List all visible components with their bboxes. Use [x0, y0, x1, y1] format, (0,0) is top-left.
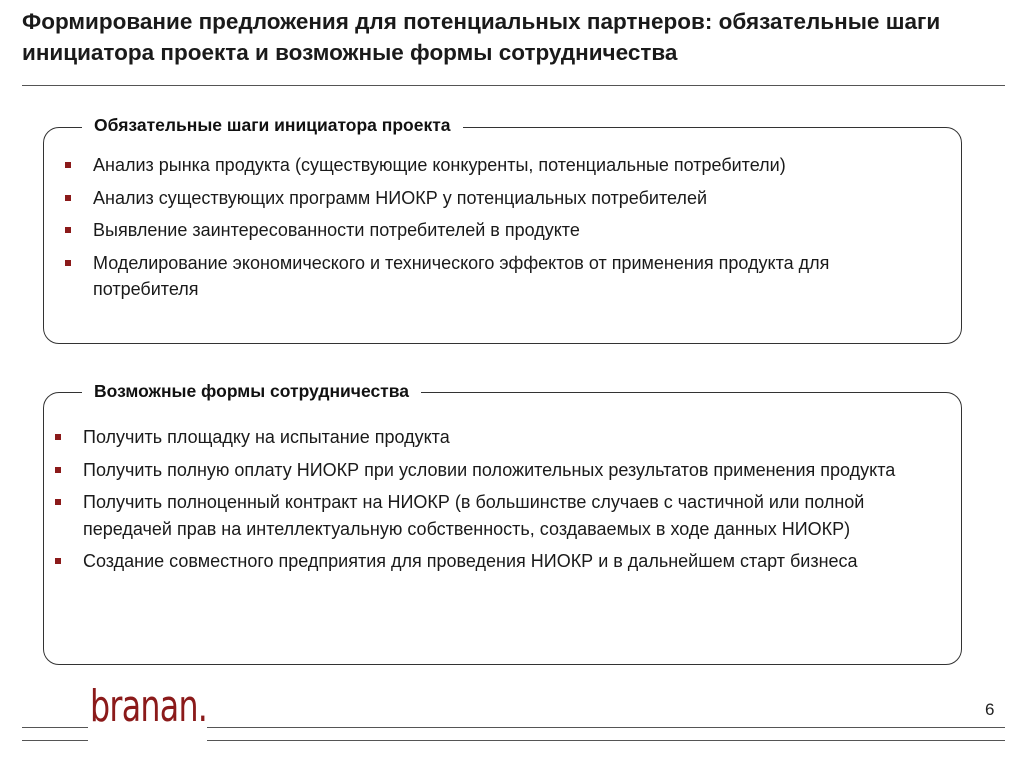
list-item-text: Получить площадку на испытание продукта [83, 427, 450, 447]
list-item [83, 548, 953, 575]
square-bullet-icon [55, 434, 61, 440]
branan-logo: branan. [90, 681, 208, 732]
list-item [93, 152, 913, 179]
list-item [83, 457, 953, 484]
list-item-text: Анализ существующих программ НИОКР у потенциальных потребителей [93, 187, 708, 208]
required-steps-list [93, 152, 913, 309]
list-item [83, 424, 953, 451]
list-item [93, 185, 913, 212]
cooperation-forms-header: Возможные формы сотрудничества [82, 380, 421, 402]
footer-divider [22, 727, 88, 728]
required-steps-header: Обязательные шаги инициатора проекта [82, 114, 463, 136]
square-bullet-icon [65, 260, 71, 266]
list-item-text: Создание совместного предприятия для проведения НИОКР и в дальнейшем старт бизнеса [83, 551, 858, 571]
title-divider [22, 85, 1005, 86]
list-item [93, 217, 913, 244]
list-item [83, 489, 953, 542]
square-bullet-icon [55, 467, 61, 473]
list-item-text: Анализ рынка продукта (существующие конкуренты, потенциальные потребители) [93, 155, 786, 175]
list-item-text: Получить полноценный контракт на НИОКР (в большинстве случаев с частичной или полной передачей прав на интеллектуальную собственность, создаваемых в ходе данных НИОКР) [83, 492, 865, 539]
page-number: 6 [985, 700, 995, 719]
square-bullet-icon [55, 558, 61, 564]
cooperation-forms-list [83, 424, 953, 581]
list-item-text: Моделирование экономического и технического эффектов от применения продукта для потребителя [93, 252, 830, 299]
list-item [93, 250, 913, 303]
square-bullet-icon [65, 162, 71, 168]
footer-divider [22, 740, 88, 741]
square-bullet-icon [65, 195, 71, 201]
footer-divider [207, 727, 1005, 728]
footer-divider [207, 740, 1005, 741]
list-item-text: Выявление заинтересованности потребителей в продукте [93, 220, 580, 240]
square-bullet-icon [65, 227, 71, 233]
square-bullet-icon [55, 499, 61, 505]
slide-title: Формирование предложения для потенциальных партнеров: обязательные шаги инициатора проекта и возможные формы сотрудничества [22, 9, 941, 65]
list-item-text: Получить полную оплату НИОКР при условии положительных результатов применения продукта [83, 459, 896, 480]
